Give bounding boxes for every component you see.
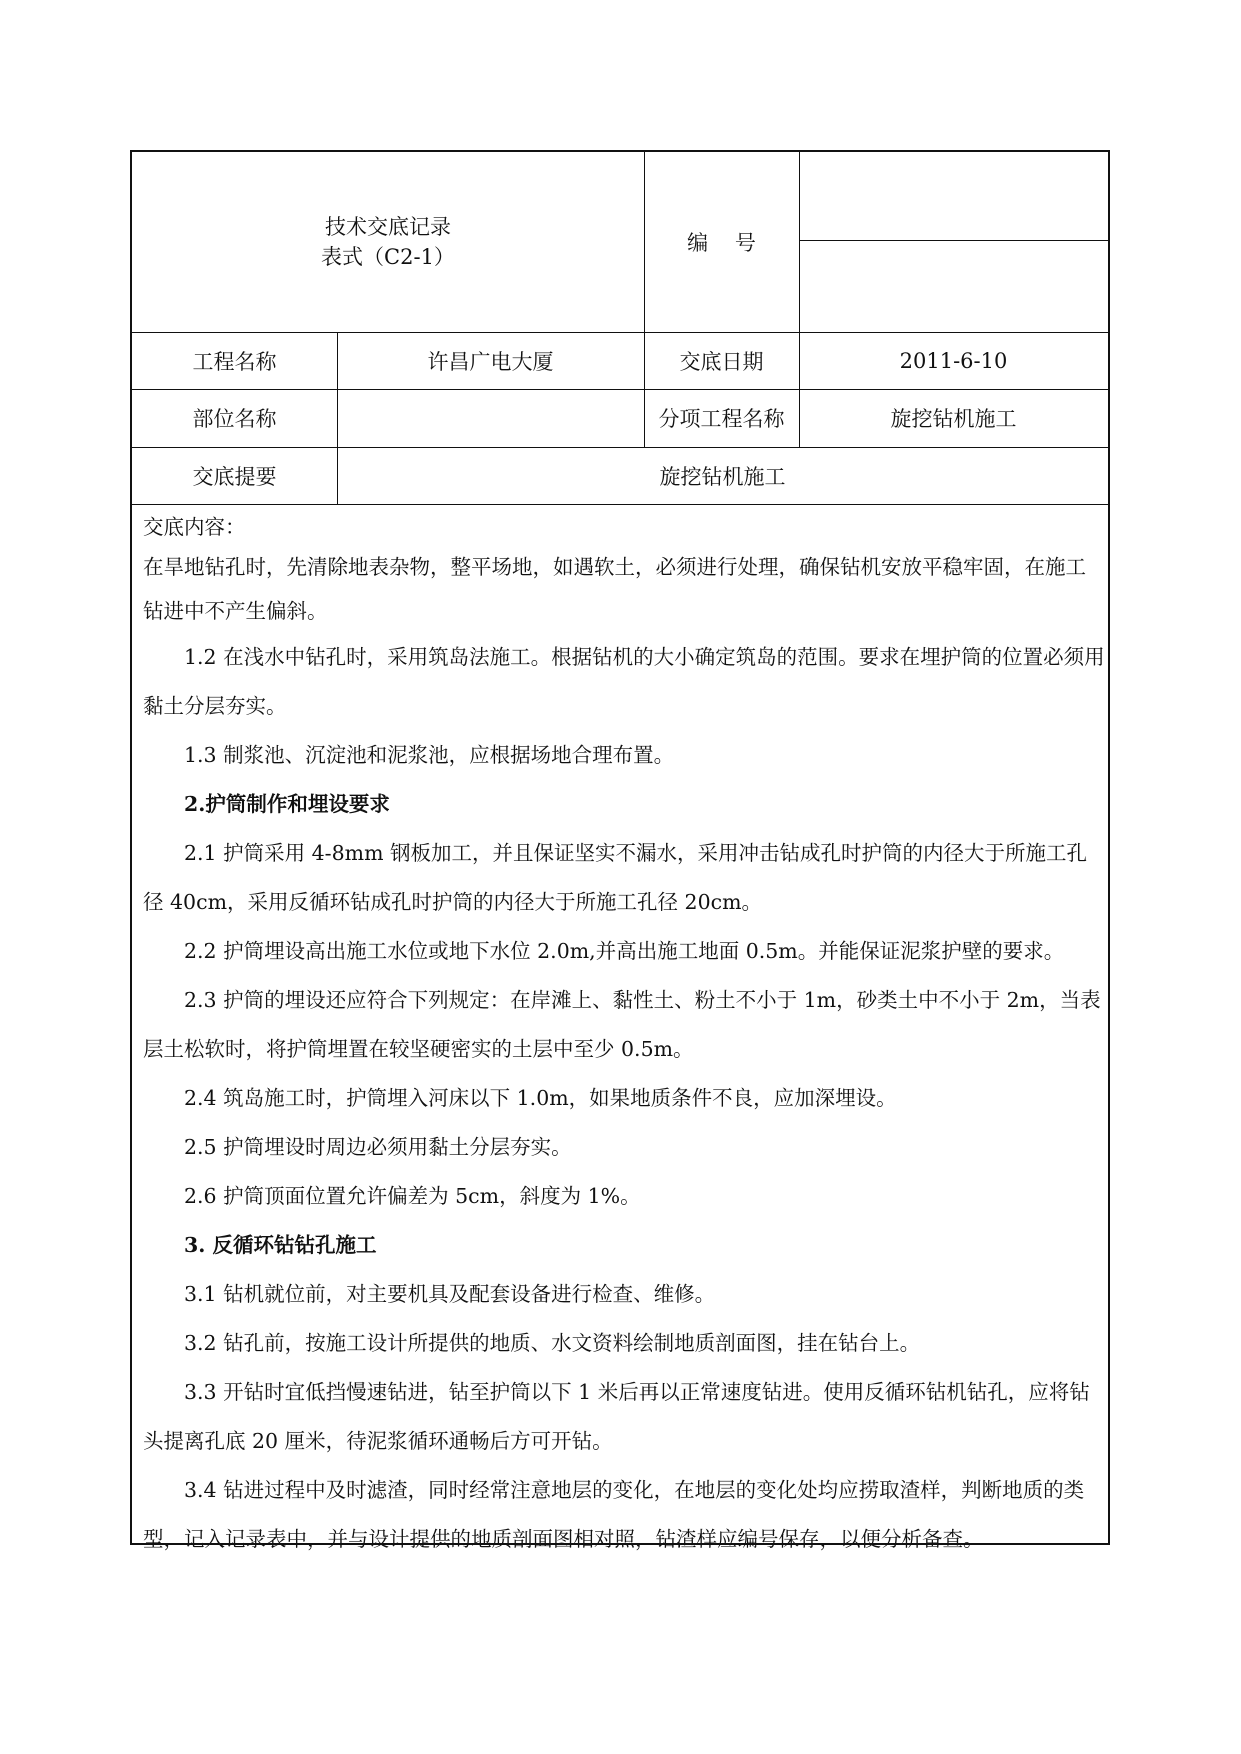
briefing-date-label: 交底日期 bbox=[679, 349, 764, 374]
content-paragraphs bbox=[143, 545, 1105, 1564]
content-paragraph: 2.4 筑岛施工时，护筒埋入河床以下 1.0m，如果地质条件不良，应加深埋设。 bbox=[184, 1086, 897, 1110]
content-paragraph: 2.3 护筒的埋设还应符合下列规定：在岸滩上、黏性土、粉土不小于 1m，砂类土中不小于 2m，当表层土松软时，将护筒埋置在较坚硬密实的土层中至少 0.5m。 bbox=[143, 988, 1101, 1061]
form-title-block bbox=[132, 152, 644, 332]
sub-project-value: 旋挖钻机施工 bbox=[890, 407, 1017, 431]
summary-label: 交底提要 bbox=[192, 464, 277, 489]
content-paragraph: 1.2 在浅水中钻孔时，采用筑岛法施工。根据钻机的大小确定筑岛的范围。要求在埋护筒的位置必须用黏土分层夯实。 bbox=[143, 645, 1105, 718]
content-paragraph: 3.2 钻孔前，按施工设计所提供的地质、水文资料绘制地质剖面图，挂在钻台上。 bbox=[184, 1331, 921, 1355]
project-name-label: 工程名称 bbox=[192, 349, 277, 374]
form-code: 表式（C2-1） bbox=[321, 245, 455, 269]
sub-project-label: 分项工程名称 bbox=[658, 407, 785, 431]
content-paragraph: 3.3 开钻时宜低挡慢速钻进，钻至护筒以下 1 米后再以正常速度钻进。使用反循环钻机钻孔，应将钻头提离孔底 20 厘米，待泥浆循环通畅后方可开钻。 bbox=[143, 1380, 1090, 1453]
section-heading: 2.护筒制作和埋设要求 bbox=[184, 792, 390, 816]
content-paragraph: 2.1 护筒采用 4-8mm 钢板加工，并且保证坚实不漏水，采用冲击钻成孔时护筒的内径大于所施工孔径 40cm，采用反循环钻成孔时护筒的内径大于所施工孔径 20cm。 bbox=[143, 841, 1088, 914]
number-value-2[interactable] bbox=[799, 240, 1108, 332]
number-value-1[interactable] bbox=[799, 152, 1108, 240]
content-paragraph: 2.6 护筒顶面位置允许偏差为 5cm，斜度为 1%。 bbox=[184, 1184, 641, 1208]
location-name-label: 部位名称 bbox=[192, 407, 277, 431]
summary-value: 旋挖钻机施工 bbox=[659, 464, 786, 489]
project-name-value: 许昌广电大厦 bbox=[427, 349, 554, 374]
section-heading: 3. 反循环钻钻孔施工 bbox=[184, 1233, 377, 1257]
content-paragraph: 1.3 制浆池、沉淀池和泥浆池，应根据场地合理布置。 bbox=[184, 743, 675, 767]
form-title: 技术交底记录 bbox=[325, 215, 451, 239]
content-heading: 交底内容： bbox=[143, 515, 246, 539]
briefing-date-value: 2011-6-10 bbox=[899, 348, 1008, 373]
briefing-content bbox=[143, 509, 1105, 1564]
number-label: 编 号 bbox=[687, 231, 756, 255]
location-name-value bbox=[337, 389, 644, 447]
content-paragraph: 3.1 钻机就位前，对主要机具及配套设备进行检查、维修。 bbox=[184, 1282, 716, 1306]
content-paragraph: 2.5 护筒埋设时周边必须用黏土分层夯实。 bbox=[184, 1135, 572, 1159]
row-divider bbox=[132, 504, 1108, 505]
content-paragraph: 3.4 钻进过程中及时滤渣，同时经常注意地层的变化，在地层的变化处均应捞取渣样，判断地质的类型，记入记录表中，并与设计提供的地质剖面图相对照，钻渣样应编号保存，以便分析备查。 bbox=[143, 1478, 1085, 1551]
technical-briefing-form bbox=[130, 150, 1110, 1551]
content-paragraph: 在旱地钻孔时，先清除地表杂物，整平场地，如遇软土，必须进行处理，确保钻机安放平稳牢固，在施工钻进中不产生偏斜。 bbox=[143, 555, 1086, 623]
content-paragraph: 2.2 护筒埋设高出施工水位或地下水位 2.0m,并高出施工地面 0.5m。并能保证泥浆护壁的要求。 bbox=[184, 939, 1065, 963]
